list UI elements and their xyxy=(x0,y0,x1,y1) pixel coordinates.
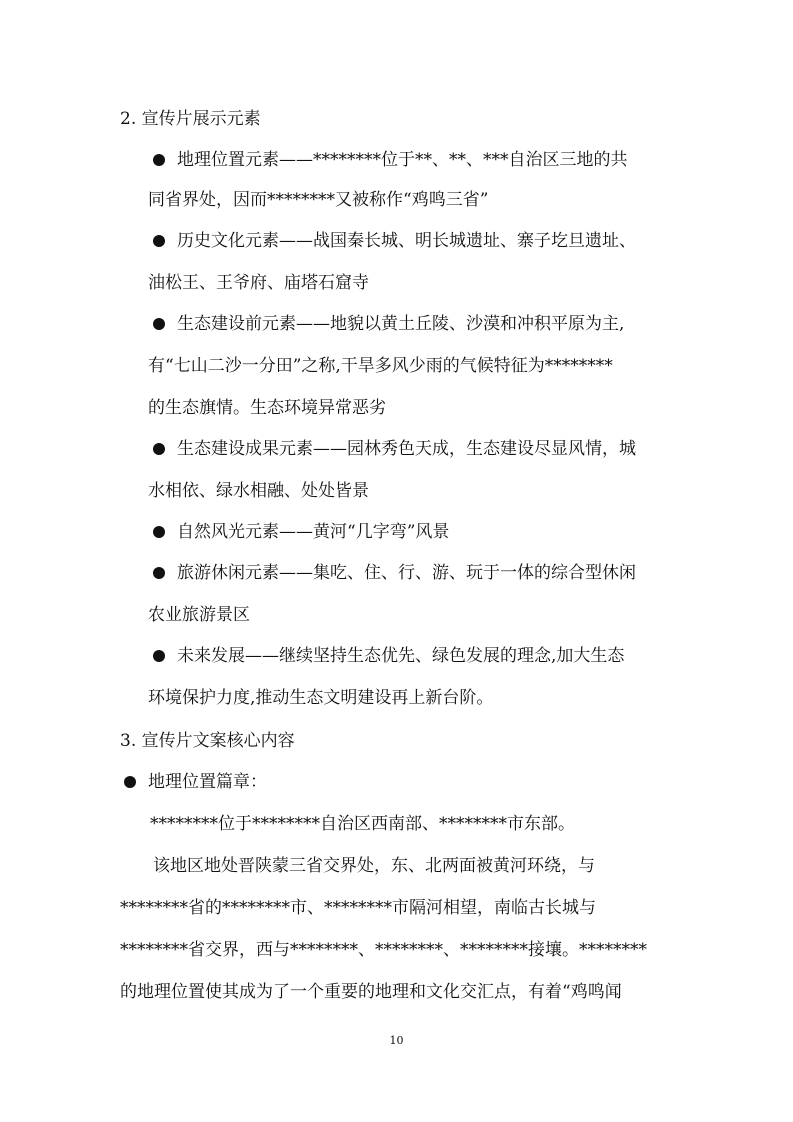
paragraph-location: ********位于********自治区西南部、********市东部。 xyxy=(150,814,575,834)
section-heading-3: 3. 宣传片文案核心内容 xyxy=(120,731,295,751)
paragraph-line: 该地区地处晋陕蒙三省交界处，东、北两面被黄河环绕，与 xyxy=(153,856,595,876)
bullet-item-tourism-line-1: 旅游休闲元素——集吃、住、行、游、玩于一体的综合型休闲 xyxy=(177,563,636,583)
bullet-item-geo-line-1: 地理位置元素——********位于**、**、***自治区三地的共 xyxy=(177,150,628,170)
paragraph-line: ********省交界，西与********、********、********接壤。******** xyxy=(120,940,647,960)
bullet-dot xyxy=(153,443,165,455)
chapter-title: 地理位置篇章： xyxy=(148,772,267,792)
paragraph-line: 的地理位置使其成为了一个重要的地理和文化交汇点，有着“鸡鸣闻 xyxy=(120,982,622,1002)
bullet-item-tourism-line-2: 农业旅游景区 xyxy=(148,605,250,625)
bullet-item-eco-before-line-3: 的生态旗情。生态环境异常恶劣 xyxy=(148,398,386,418)
bullet-item-eco-before-line-1: 生态建设前元素——地貌以黄土丘陵、沙漠和冲积平原为主, xyxy=(177,314,625,334)
bullet-dot xyxy=(124,776,136,788)
page-number: 10 xyxy=(389,1034,404,1047)
bullet-item-eco-result-line-1: 生态建设成果元素——园林秀色天成，生态建设尽显风情，城 xyxy=(177,439,636,459)
bullet-dot xyxy=(153,650,165,662)
bullet-item-history-line-2: 油松王、王爷府、庙塔石窟寺 xyxy=(148,273,369,293)
bullet-dot xyxy=(153,154,165,166)
bullet-dot xyxy=(153,567,165,579)
bullet-item-eco-result-line-2: 水相依、绿水相融、处处皆景 xyxy=(148,481,369,501)
bullet-item-geo-line-2: 同省界处，因而********又被称作“鸡鸣三省” xyxy=(148,190,489,210)
paragraph-line: ********省的********市、********市隔河相望，南临古长城与 xyxy=(120,898,596,918)
bullet-dot xyxy=(153,526,165,538)
bullet-item-history-line-1: 历史文化元素——战国秦长城、明长城遗址、寨子圪旦遗址、 xyxy=(177,231,636,251)
bullet-item-nature-line-1: 自然风光元素——黄河“几字弯”风景 xyxy=(177,522,450,542)
bullet-item-eco-before-line-2: 有“七山二沙一分田”之称,干旱多风少雨的气候特征为******** xyxy=(148,356,613,376)
section-heading-2: 2. 宣传片展示元素 xyxy=(120,109,261,129)
bullet-dot xyxy=(153,235,165,247)
bullet-item-future-line-1: 未来发展——继续坚持生态优先、绿色发展的理念,加大生态 xyxy=(177,646,625,666)
bullet-dot xyxy=(153,318,165,330)
bullet-item-future-line-2: 环境保护力度,推动生态文明建设再上新台阶。 xyxy=(148,688,494,708)
